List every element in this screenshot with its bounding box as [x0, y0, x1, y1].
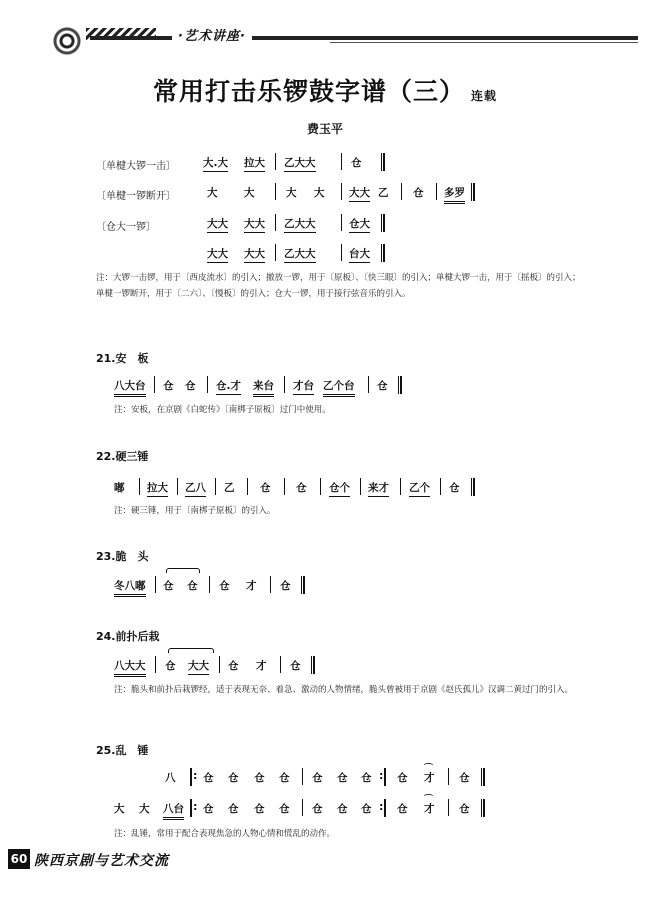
- article-title: [0, 72, 650, 108]
- note-group: 乙大大: [284, 155, 316, 172]
- bar-line: [341, 153, 342, 170]
- bar-line: [302, 768, 303, 785]
- page-header: [0, 0, 650, 70]
- note-group: 仓: [165, 660, 176, 672]
- note-group: 才: [424, 803, 435, 815]
- bar-line: [368, 376, 369, 393]
- note-group: 仓: [203, 772, 214, 784]
- note-group: 大: [286, 187, 297, 199]
- repeat-end: [381, 768, 387, 786]
- note-group: 大大: [207, 246, 228, 263]
- end-bar: [311, 656, 315, 674]
- bar-line: [341, 214, 342, 231]
- note-group: 仓: [377, 380, 388, 392]
- note-group: 仓: [337, 803, 348, 815]
- bar-line: [284, 376, 285, 393]
- note-group: 仓: [296, 482, 307, 494]
- bar-line: [360, 478, 361, 495]
- section-note: 注：安板，在京剧《白蛇传》〔南梆子原板〕过门中使用。: [114, 405, 331, 415]
- note-group: 冬八嘟: [114, 578, 146, 597]
- bar-line: [155, 576, 156, 593]
- bar-line: [219, 656, 220, 673]
- note-group: 大大: [244, 216, 265, 233]
- note-group: 乙: [224, 482, 235, 494]
- note-group: 八: [165, 772, 176, 784]
- intro-note: 注：大锣一击锣，用于〔西皮流水〕的引入；撤放一锣，用于〔原板〕、〔快三眼〕的引入；单楗大锣一击，用于〔摇板〕的引入；单楗一锣断开，用于〔二六〕、〔慢板〕的引入；仓大一锣，用于接行弦音乐的引入。: [96, 273, 581, 299]
- note-group: 多罗: [444, 185, 465, 204]
- note-group: 才: [256, 660, 267, 672]
- note-group: 仓: [163, 580, 174, 592]
- note-group: 仓: [279, 772, 290, 784]
- author: 费玉平: [306, 122, 343, 136]
- note-group: 仓: [219, 580, 230, 592]
- note-group: 仓: [254, 772, 265, 784]
- bar-line: [139, 478, 140, 495]
- note-group: 乙大大: [284, 246, 316, 263]
- bar-line: [341, 244, 342, 261]
- bar-line: [275, 214, 276, 231]
- bar-line: [207, 376, 208, 393]
- note-group: 仓: [312, 803, 323, 815]
- bar-line: [448, 768, 449, 785]
- fermata-icon: ⌒: [424, 795, 434, 805]
- note-group: 仓: [312, 772, 323, 784]
- note-group: 八大台: [114, 378, 146, 397]
- note-group: 仓: [279, 803, 290, 815]
- note-group: 仓: [459, 803, 470, 815]
- note-group: 仓: [397, 803, 408, 815]
- note-group: 大: [114, 803, 125, 815]
- note-group: 乙个: [409, 480, 430, 497]
- note-group: 仓个: [329, 480, 350, 497]
- section-note: 注：乱锤，常用于配合表现焦急的人物心情和慌乱的动作。: [114, 829, 336, 839]
- bar-line: [436, 183, 437, 200]
- section-title: 21.安 板: [96, 352, 149, 365]
- end-bar: [481, 799, 485, 817]
- note-group: 仓: [280, 580, 291, 592]
- repeat-start: [190, 799, 196, 817]
- note-group: 大.大: [203, 155, 228, 172]
- note-group: 仓: [361, 803, 372, 815]
- section-note: 注：脆头和前扑后栽锣经，适于表现无奈、着急、激动的人物情绪，脆头曾被用于京剧《赵氏孤儿》汉调二黄过门的引入。: [114, 685, 574, 695]
- bar-line: [448, 799, 449, 816]
- bar-line: [215, 478, 216, 495]
- page-number: 60: [8, 849, 30, 869]
- section-title: 24.前扑后栽: [96, 630, 160, 643]
- bar-line: [275, 183, 276, 200]
- bar-line: [247, 478, 248, 495]
- section-label: ·艺术讲座·: [172, 25, 252, 44]
- note-group: 仓: [290, 660, 301, 672]
- bar-line: [275, 153, 276, 170]
- bar-line: [209, 576, 210, 593]
- bar-line: [440, 478, 441, 495]
- section-title: 23.脆 头: [96, 550, 149, 563]
- note-group: 大: [139, 803, 150, 815]
- note-group: 才: [424, 772, 435, 784]
- bar-line: [154, 376, 155, 393]
- bar-line: [320, 478, 321, 495]
- intro-row-label: 〔单楗大锣一击〕: [96, 161, 176, 172]
- end-bar: [381, 153, 385, 171]
- note-group: 大大: [207, 216, 228, 233]
- end-bar: [381, 244, 385, 262]
- note-group: 嘟: [114, 482, 125, 494]
- repeat-start: [190, 768, 196, 786]
- note-group: 仓: [361, 772, 372, 784]
- bar-line: [284, 478, 285, 495]
- note-group: 大大: [244, 246, 265, 263]
- note-group: 大: [244, 187, 255, 199]
- bar-line: [155, 656, 156, 673]
- note-group: 乙大大: [284, 216, 316, 233]
- note-group: 来台: [253, 378, 274, 397]
- section-title: 22.硬三锤: [96, 450, 149, 463]
- bar-line: [302, 799, 303, 816]
- note-group: 仓: [187, 580, 198, 592]
- note-group: 来才: [368, 480, 389, 497]
- fermata-icon: ⌒: [424, 764, 434, 774]
- note-group: 仓: [397, 772, 408, 784]
- end-bar: [471, 478, 475, 496]
- note-group: 仓: [260, 482, 271, 494]
- bar-line: [280, 656, 281, 673]
- end-bar: [381, 214, 385, 232]
- note-group: 乙个台: [323, 378, 355, 397]
- note-group: 台大: [349, 246, 370, 263]
- header-rule-thin: [330, 42, 638, 43]
- note-group: 大: [314, 187, 325, 199]
- note-group: 大大: [188, 658, 209, 675]
- note-group: 仓: [351, 157, 362, 169]
- intro-row-label: 〔单楗一锣断开〕: [96, 191, 176, 202]
- note-group: 仓: [413, 187, 424, 199]
- section-title: 25.乱 锤: [96, 744, 149, 757]
- serial-tag: 连载: [471, 89, 498, 103]
- note-group: 仓.才: [216, 378, 241, 395]
- end-bar: [398, 376, 402, 394]
- bar-line: [177, 478, 178, 495]
- end-bar: [481, 768, 485, 786]
- note-group: 仓: [185, 380, 196, 392]
- note-group: 大大: [349, 185, 370, 202]
- section-note: 注：硬三锤，用于〔南梆子原板〕的引入。: [114, 506, 276, 516]
- note-group: 八台: [163, 801, 184, 820]
- header-ornament-icon: [50, 24, 84, 58]
- repeat-end: [381, 799, 387, 817]
- slur-mark: [166, 568, 200, 573]
- note-group: 仓: [459, 772, 470, 784]
- note-group: 仓: [337, 772, 348, 784]
- note-group: 乙八: [185, 480, 206, 497]
- note-group: 大: [207, 187, 218, 199]
- note-group: 才: [246, 580, 257, 592]
- end-bar: [471, 183, 475, 201]
- bar-line: [401, 183, 402, 200]
- note-group: 拉大: [147, 480, 168, 497]
- note-group: 仓: [449, 482, 460, 494]
- bar-line: [275, 244, 276, 261]
- bar-line: [400, 478, 401, 495]
- intro-row-label: 〔仓大一锣〕: [96, 222, 156, 233]
- note-group: 仓大: [349, 216, 370, 233]
- title-text: 常用打击乐锣鼓字谱（三）: [152, 77, 465, 106]
- slur-mark: [168, 648, 214, 653]
- note-group: 才台: [293, 378, 314, 395]
- note-group: 仓: [254, 803, 265, 815]
- note-group: 仓: [228, 660, 239, 672]
- note-group: 八大大: [114, 658, 146, 677]
- note-group: 仓: [163, 380, 174, 392]
- note-group: 仓: [228, 772, 239, 784]
- note-group: 仓: [228, 803, 239, 815]
- journal-name: 陕西京剧与艺术交流: [34, 853, 169, 869]
- note-group: 拉大: [244, 155, 265, 172]
- bar-line: [270, 576, 271, 593]
- end-bar: [301, 576, 305, 594]
- note-group: 乙: [378, 187, 389, 199]
- bar-line: [341, 183, 342, 200]
- note-group: 仓: [203, 803, 214, 815]
